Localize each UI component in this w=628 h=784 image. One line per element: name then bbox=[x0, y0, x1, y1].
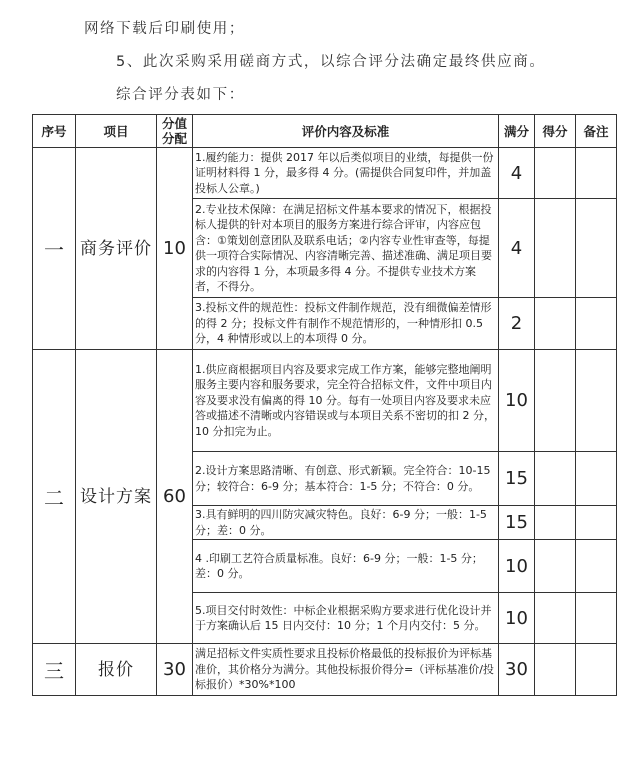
table-header-row bbox=[33, 115, 617, 148]
row-content: 3.投标文件的规范性：投标文件制作规范，没有细微偏差情形的得 2 分；投标文件有制作不规范情形的，一种情形扣 0.5 分，4 种情形或以上的本项得 0 分。 bbox=[193, 298, 499, 350]
header-score: 分值分配 bbox=[157, 115, 193, 148]
intro-line-2: 5、此次采购采用磋商方式，以综合评分法确定最终供应商。 bbox=[116, 54, 546, 70]
row-full: 10 bbox=[499, 593, 535, 644]
row-full: 2 bbox=[499, 298, 535, 350]
row-full: 30 bbox=[499, 644, 535, 696]
row-note bbox=[576, 148, 617, 199]
group-score: 30 bbox=[157, 644, 193, 696]
group-seq: 三 bbox=[33, 644, 76, 696]
row-content: 满足招标文件实质性要求且投标价格最低的投标报价为评标基准价，其价格分为满分。其他投标报价得分=（评标基准价/投标报价）*30%*100 bbox=[193, 644, 499, 696]
group-item: 设计方案 bbox=[76, 350, 157, 644]
group-seq: 一 bbox=[33, 148, 76, 350]
row-content: 4 .印刷工艺符合质量标准。良好：6-9 分；一般：1-5 分；差：0 分。 bbox=[193, 540, 499, 593]
row-note bbox=[576, 540, 617, 593]
row-note bbox=[576, 593, 617, 644]
row-full: 15 bbox=[499, 452, 535, 506]
header-full: 满分 bbox=[499, 115, 535, 148]
row-note bbox=[576, 452, 617, 506]
row-full: 10 bbox=[499, 350, 535, 452]
row-content: 2.专业技术保障：在满足招标文件基本要求的情况下，根据投标人提供的针对本项目的服务方案进行综合评审，内容应包含：①策划创意团队及联系电话；②内容专业性审查等，每提供一项符合实际情况、内容清晰完善、描述准确、满足项目要求的内容得 1 分，本项最多得 4 分。不提供专业技术方案者，不得分。 bbox=[193, 199, 499, 298]
row-content: 2.设计方案思路清晰、有创意、形式新颖。完全符合：10-15 分；较符合：6-9 分；基本符合：1-5 分；不符合：0 分。 bbox=[193, 452, 499, 506]
scoring-table bbox=[32, 114, 617, 696]
row-full: 4 bbox=[499, 199, 535, 298]
row-note bbox=[576, 506, 617, 540]
row-full: 10 bbox=[499, 540, 535, 593]
group-item: 商务评价 bbox=[76, 148, 157, 350]
row-got bbox=[535, 148, 576, 199]
row-got bbox=[535, 506, 576, 540]
row-note bbox=[576, 350, 617, 452]
intro-line-1: 网络下载后印刷使用； bbox=[84, 21, 245, 37]
table-row bbox=[33, 350, 617, 452]
row-got bbox=[535, 593, 576, 644]
row-note bbox=[576, 199, 617, 298]
row-content: 5.项目交付时效性：中标企业根据采购方要求进行优化设计并于方案确认后 15 日内交付：10 分；1 个月内交付：5 分。 bbox=[193, 593, 499, 644]
header-got: 得分 bbox=[535, 115, 576, 148]
row-content: 3.具有鲜明的四川防灾减灾特色。良好：6-9 分；一般：1-5 分；差：0 分。 bbox=[193, 506, 499, 540]
row-got bbox=[535, 199, 576, 298]
header-item: 项目 bbox=[76, 115, 157, 148]
row-got bbox=[535, 644, 576, 696]
row-got bbox=[535, 350, 576, 452]
row-content: 1.履约能力：提供 2017 年以后类似项目的业绩，每提供一份证明材料得 1 分，最多得 4 分。(需提供合同复印件，并加盖投标人公章。) bbox=[193, 148, 499, 199]
row-content: 1.供应商根据项目内容及要求完成工作方案，能够完整地阐明服务主要内容和服务要求，完全符合招标文件，文件中项目内容及要求没有偏离的得 10 分。每有一处项目内容及要求未应答或描述不清晰或内容错误或与本项目关系不密切的扣 2 分，10 分扣完为止。 bbox=[193, 350, 499, 452]
group-score: 60 bbox=[157, 350, 193, 644]
row-full: 15 bbox=[499, 506, 535, 540]
row-note bbox=[576, 298, 617, 350]
row-note bbox=[576, 644, 617, 696]
header-note: 备注 bbox=[576, 115, 617, 148]
row-full: 4 bbox=[499, 148, 535, 199]
group-item: 报价 bbox=[76, 644, 157, 696]
group-score: 10 bbox=[157, 148, 193, 350]
row-got bbox=[535, 540, 576, 593]
table-row bbox=[33, 644, 617, 696]
row-got bbox=[535, 452, 576, 506]
group-seq: 二 bbox=[33, 350, 76, 644]
header-content: 评价内容及标准 bbox=[193, 115, 499, 148]
header-seq: 序号 bbox=[33, 115, 76, 148]
row-got bbox=[535, 298, 576, 350]
intro-line-3: 综合评分表如下： bbox=[116, 87, 245, 103]
table-row bbox=[33, 148, 617, 199]
